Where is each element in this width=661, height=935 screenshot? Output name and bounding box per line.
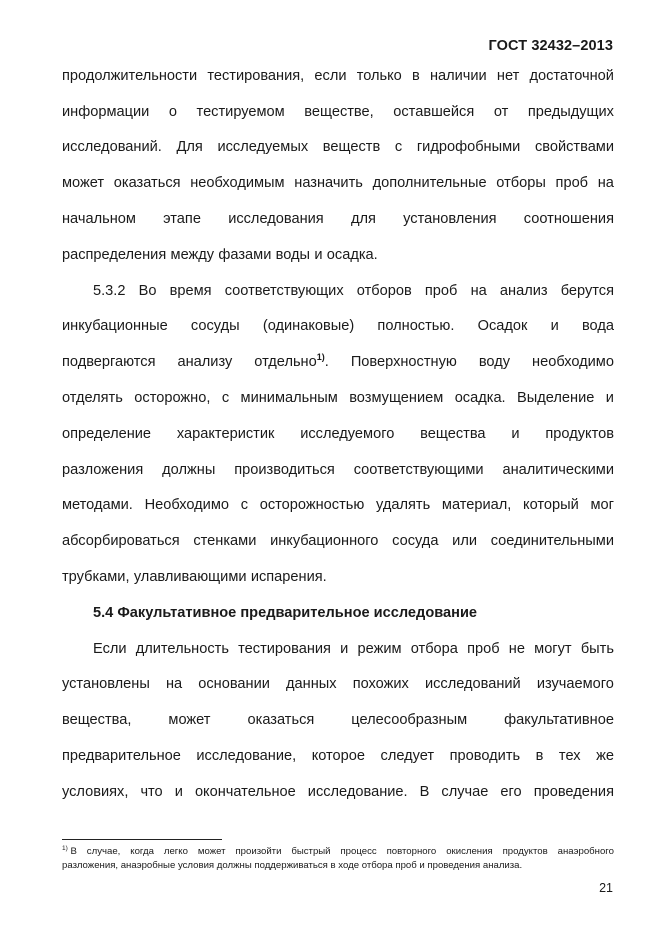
word: быстрый (291, 846, 331, 857)
word: сосуды (190, 318, 240, 335)
word: Поверхностную (350, 354, 457, 371)
word: длительность (135, 640, 229, 657)
word: (одинаковые) (262, 318, 355, 335)
body-text (62, 58, 614, 810)
text-line (62, 488, 614, 524)
footnote-line (62, 845, 614, 859)
word: случае (441, 783, 489, 800)
word: и (605, 390, 614, 407)
word: анализу (177, 354, 233, 371)
word: или (452, 533, 477, 550)
word: исследуемого (300, 425, 395, 442)
word: от (493, 103, 509, 120)
word: анализ (499, 282, 548, 299)
word: предыдущих (527, 103, 614, 120)
word: соответствующими (353, 461, 484, 478)
word: веществе, (304, 103, 374, 120)
word: этапе (163, 211, 201, 228)
word: отборов (356, 282, 412, 299)
word: оказаться (113, 175, 181, 192)
word: соответствующих (224, 282, 344, 299)
word: осторожно, (134, 390, 211, 407)
word: условиях, (62, 783, 129, 800)
word: инкубационного (270, 533, 379, 550)
word: испарения. (250, 569, 327, 586)
word: целесообразным (351, 712, 468, 729)
text-line (62, 523, 614, 559)
word: необходимо (532, 354, 614, 371)
word: данных (286, 676, 337, 693)
word: берутся (560, 282, 614, 299)
word: полностью. (377, 318, 455, 335)
word: не (508, 640, 525, 657)
word: анаэробного (557, 846, 614, 857)
word: продолжительности (62, 67, 198, 84)
word: может (197, 846, 226, 857)
word: в (535, 748, 544, 765)
word: нет (496, 67, 520, 84)
word: сосуда (392, 533, 439, 550)
word: оставшейся (393, 103, 475, 120)
word: с (240, 497, 248, 514)
word: продуктов (502, 846, 548, 857)
word: воды (275, 246, 311, 263)
word: время (169, 282, 212, 299)
word: тестирования (238, 640, 331, 657)
word: предварительное (62, 748, 181, 765)
text-line (62, 452, 614, 488)
word: свойствами (534, 139, 614, 156)
text-line (62, 130, 614, 166)
word: соотношения (523, 211, 614, 228)
word: наличии (429, 67, 487, 84)
word: мог (590, 497, 614, 514)
word: окончательное (194, 783, 296, 800)
text-line (62, 631, 614, 667)
word: $^{1)}$ В (62, 845, 77, 857)
word: процесс (340, 846, 377, 857)
text-line (62, 58, 614, 94)
word: распределения (62, 246, 167, 263)
word: начальном (62, 211, 136, 228)
word: исследований (424, 676, 521, 693)
page-number: 21 (599, 881, 613, 895)
footnote (62, 845, 614, 873)
word: методами. (62, 497, 133, 514)
word: проб (424, 282, 458, 299)
word: исследований. (62, 139, 162, 156)
word: минимальным (240, 390, 338, 407)
word: вещества (420, 425, 486, 442)
text-line (62, 416, 614, 452)
word: отдельно$^{1)}$. (254, 352, 329, 371)
word: вещества, (62, 712, 132, 729)
word: удалять (376, 497, 431, 514)
word: должны (162, 461, 216, 478)
word: инкубационные (62, 318, 168, 335)
word: основании (198, 676, 270, 693)
word: оказаться (247, 712, 315, 729)
word: подвергаются (62, 354, 156, 371)
word: быть (580, 640, 614, 657)
word: отбора (410, 640, 458, 657)
word: осадка. (454, 390, 506, 407)
word: если (314, 67, 347, 84)
word: проб (467, 640, 500, 657)
document-code-header: ГОСТ 32432–2013 (488, 38, 613, 54)
word: веществ (322, 139, 381, 156)
word: аналитическими (502, 461, 614, 478)
word: похожих (352, 676, 409, 693)
footnote-line: разложения, анаэробные условия должны поддерживаться в ходе отбора проб и проведения анализа. (62, 860, 523, 871)
word: назначить (294, 175, 363, 192)
word: режим (357, 640, 402, 657)
text-line (62, 309, 614, 345)
word: и (314, 246, 323, 263)
word: факультативное (504, 712, 614, 729)
word: трубками, (62, 569, 130, 586)
word: продуктов (545, 425, 614, 442)
word: отделять (62, 390, 123, 407)
text-line (62, 344, 614, 380)
word: и (340, 640, 349, 657)
word: следует (380, 748, 435, 765)
word: установлены (62, 676, 150, 693)
word: необходимым (190, 175, 285, 192)
word: отборы (496, 175, 546, 192)
word: который (523, 497, 579, 514)
word: стенками (193, 533, 257, 550)
word: на (597, 175, 614, 192)
word: проб (555, 175, 589, 192)
word: в (411, 67, 420, 84)
text-line (62, 774, 614, 810)
word: тестируемом (196, 103, 285, 120)
word: на (165, 676, 183, 693)
word: могут (534, 640, 572, 657)
word: может (168, 712, 211, 729)
word: проведения (533, 783, 614, 800)
word: проводить (449, 748, 521, 765)
word: определение (62, 425, 152, 442)
word: 5.3.2 (93, 282, 126, 299)
word: произойти (235, 846, 282, 857)
word: может (62, 175, 105, 192)
word: только (356, 67, 402, 84)
text-line (62, 237, 614, 273)
text-line (62, 94, 614, 130)
text-line (62, 702, 614, 738)
word: фазами (218, 246, 272, 263)
word: для (350, 211, 376, 228)
word: установления (403, 211, 497, 228)
word: Осадок (477, 318, 528, 335)
text-line (62, 165, 614, 201)
word: разложения (62, 461, 144, 478)
word: же (596, 748, 614, 765)
word: осадка. (326, 246, 378, 263)
word: исследование, (196, 748, 297, 765)
word: Во (138, 282, 157, 299)
word: исследование. (307, 783, 408, 800)
word: между (170, 246, 215, 263)
word: осторожностью (259, 497, 365, 514)
word: исследуемых (217, 139, 309, 156)
word: что (140, 783, 163, 800)
word: окисления (446, 846, 493, 857)
word: его (500, 783, 522, 800)
text-line (62, 738, 614, 774)
text-line (62, 380, 614, 416)
word: дополнительные (372, 175, 487, 192)
word: В (419, 783, 430, 800)
word: исследования (228, 211, 324, 228)
word: соединительными (490, 533, 614, 550)
section-heading: 5.4 Факультативное предварительное исследование (93, 604, 478, 621)
word: Необходимо (144, 497, 229, 514)
word: с (394, 139, 403, 156)
footnote-reference: 1) (316, 352, 325, 363)
word: тестирования, (207, 67, 305, 84)
word: на (470, 282, 487, 299)
word: которое (311, 748, 366, 765)
word: и (511, 425, 520, 442)
word: улавливающими (133, 569, 247, 586)
word: легко (163, 846, 188, 857)
word: и (174, 783, 183, 800)
word: воду (478, 354, 511, 371)
text-line (62, 201, 614, 237)
word: достаточной (529, 67, 614, 84)
word: о (168, 103, 177, 120)
word: случае, (86, 846, 121, 857)
footnote-separator (62, 839, 222, 840)
footnote-marker: 1) (62, 845, 68, 852)
text-line (62, 559, 614, 595)
word: абсорбироваться (62, 533, 180, 550)
text-line (62, 667, 614, 703)
word: производиться (234, 461, 335, 478)
word: и (550, 318, 559, 335)
word: возмущением (349, 390, 444, 407)
word: гидрофобными (416, 139, 521, 156)
word: Для (176, 139, 203, 156)
text-line (62, 273, 614, 309)
word: характеристик (176, 425, 275, 442)
word: тех (558, 748, 581, 765)
word: Выделение (517, 390, 595, 407)
word: информации (62, 103, 150, 120)
word: Если (93, 640, 127, 657)
word: когда (130, 846, 154, 857)
word: материал, (441, 497, 512, 514)
word: с (221, 390, 230, 407)
word: вода (581, 318, 614, 335)
word: повторного (386, 846, 437, 857)
word: изучаемого (536, 676, 614, 693)
